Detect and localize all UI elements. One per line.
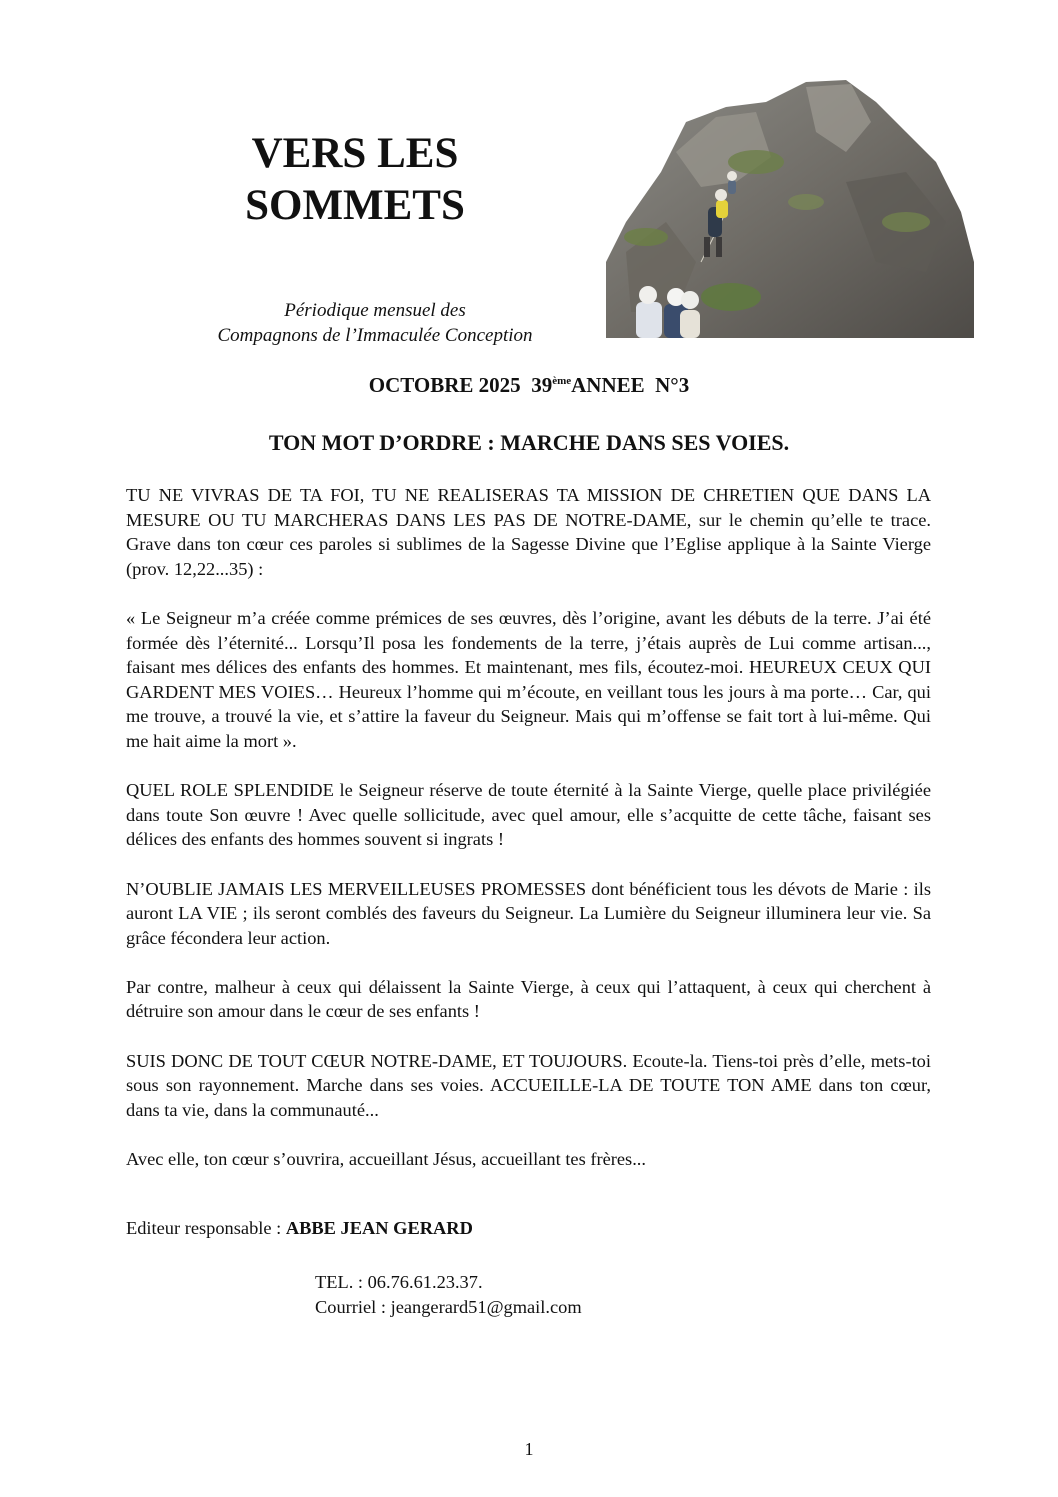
issue-number: N°3 xyxy=(655,373,690,397)
motto-heading: TON MOT D’ORDRE : MARCHE DANS SES VOIES. xyxy=(268,430,790,455)
issue-year-number: 39 xyxy=(531,373,553,397)
page-number: 1 xyxy=(524,1439,534,1459)
editor-line xyxy=(126,1218,473,1239)
article-body xyxy=(126,483,931,1196)
newsletter-subtitle xyxy=(150,298,600,348)
issue-year-suffix: ème xyxy=(552,375,572,387)
title-line-2: SOMMETS xyxy=(245,182,465,229)
subtitle-line-2: Compagnons de l’Immaculée Conception xyxy=(217,325,533,346)
contact-block xyxy=(315,1270,582,1320)
paragraph-4: N’OUBLIE JAMAIS LES MERVEILLEUSES PROMESSES dont bénéficient tous les dévots de Marie : ils auront LA VIE ; ils seront comblés des faveurs du Seigneur. La Lumière du Seigneur illuminera leur vie. Sa grâce fécondera leur action. xyxy=(126,878,931,948)
paragraph-3: QUEL ROLE SPLENDIDE le Seigneur réserve de toute éternité à la Sainte Vierge, quelle place privilégiée dans toute Son œuvre ! Avec quelle sollicitude, avec quel amour, elle s’acquitte de cette tâche, faisant ses délices des enfants des hommes souvent si ingrats ! xyxy=(126,780,931,850)
newsletter-title xyxy=(205,128,505,232)
title-line-1: VERS LES xyxy=(251,130,459,177)
rock-climbers-photo xyxy=(606,62,974,338)
contact-phone: TEL. : 06.76.61.23.37. xyxy=(315,1272,483,1292)
paragraph-2: « Le Seigneur m’a créée comme prémices de ses œuvres, dès l’origine, avant les débuts de la terre. J’ai été formée dès l’éternité... Lorsqu’Il posa les fondements de la terre, j’étais auprès de Lui comme artisan..., faisant mes délices des enfants des hommes. Et maintenant, mes fils, écoutez-moi. HEUREUX CEUX QUI GARDENT MES VOIES… Heureux l’homme qui m’écoute, en veillant tous les jours à ma porte… Car, qui me trouve, a trouvé la vie, et s’attire la faveur du Seigneur. Mais qui m’offense se fait tort à lui-même. Qui me hait aime la mort ». xyxy=(126,607,931,751)
issue-date: OCTOBRE 2025 xyxy=(368,373,521,397)
issue-year-word: ANNEE xyxy=(571,373,645,397)
paragraph-7: Avec elle, ton cœur s’ouvrira, accueillant Jésus, accueillant tes frères... xyxy=(126,1149,646,1170)
subtitle-line-1: Périodique mensuel des xyxy=(284,300,466,321)
paragraph-1: TU NE VIVRAS DE TA FOI, TU NE REALISERAS TA MISSION DE CHRETIEN QUE DANS LA MESURE OU TU MARCHERAS DANS LES PAS DE NOTRE-DAME, sur le chemin qu’elle te trace. Grave dans ton cœur ces paroles si sublimes de la Sagesse Divine que l’Eglise applique à la Sainte Vierge (prov. 12,22...35) : xyxy=(126,485,931,579)
paragraph-6: SUIS DONC DE TOUT CŒUR NOTRE-DAME, ET TOUJOURS. Ecoute-la. Tiens-toi près d’elle, mets-toi sous son rayonnement. Marche dans ses voies. ACCUEILLE-LA DE TOUTE TON AME dans ton cœur, dans ta vie, dans la communauté... xyxy=(126,1050,931,1120)
editor-label: Editeur responsable : xyxy=(126,1218,286,1238)
issue-line xyxy=(0,373,1058,398)
paragraph-5: Par contre, malheur à ceux qui délaissent la Sainte Vierge, à ceux qui l’attaquent, à ceux qui cherchent à détruire son amour dans le cœur de ses enfants ! xyxy=(126,976,931,1022)
contact-email: Courriel : jeangerard51@gmail.com xyxy=(315,1297,582,1317)
editor-name: ABBE JEAN GERARD xyxy=(285,1218,473,1238)
